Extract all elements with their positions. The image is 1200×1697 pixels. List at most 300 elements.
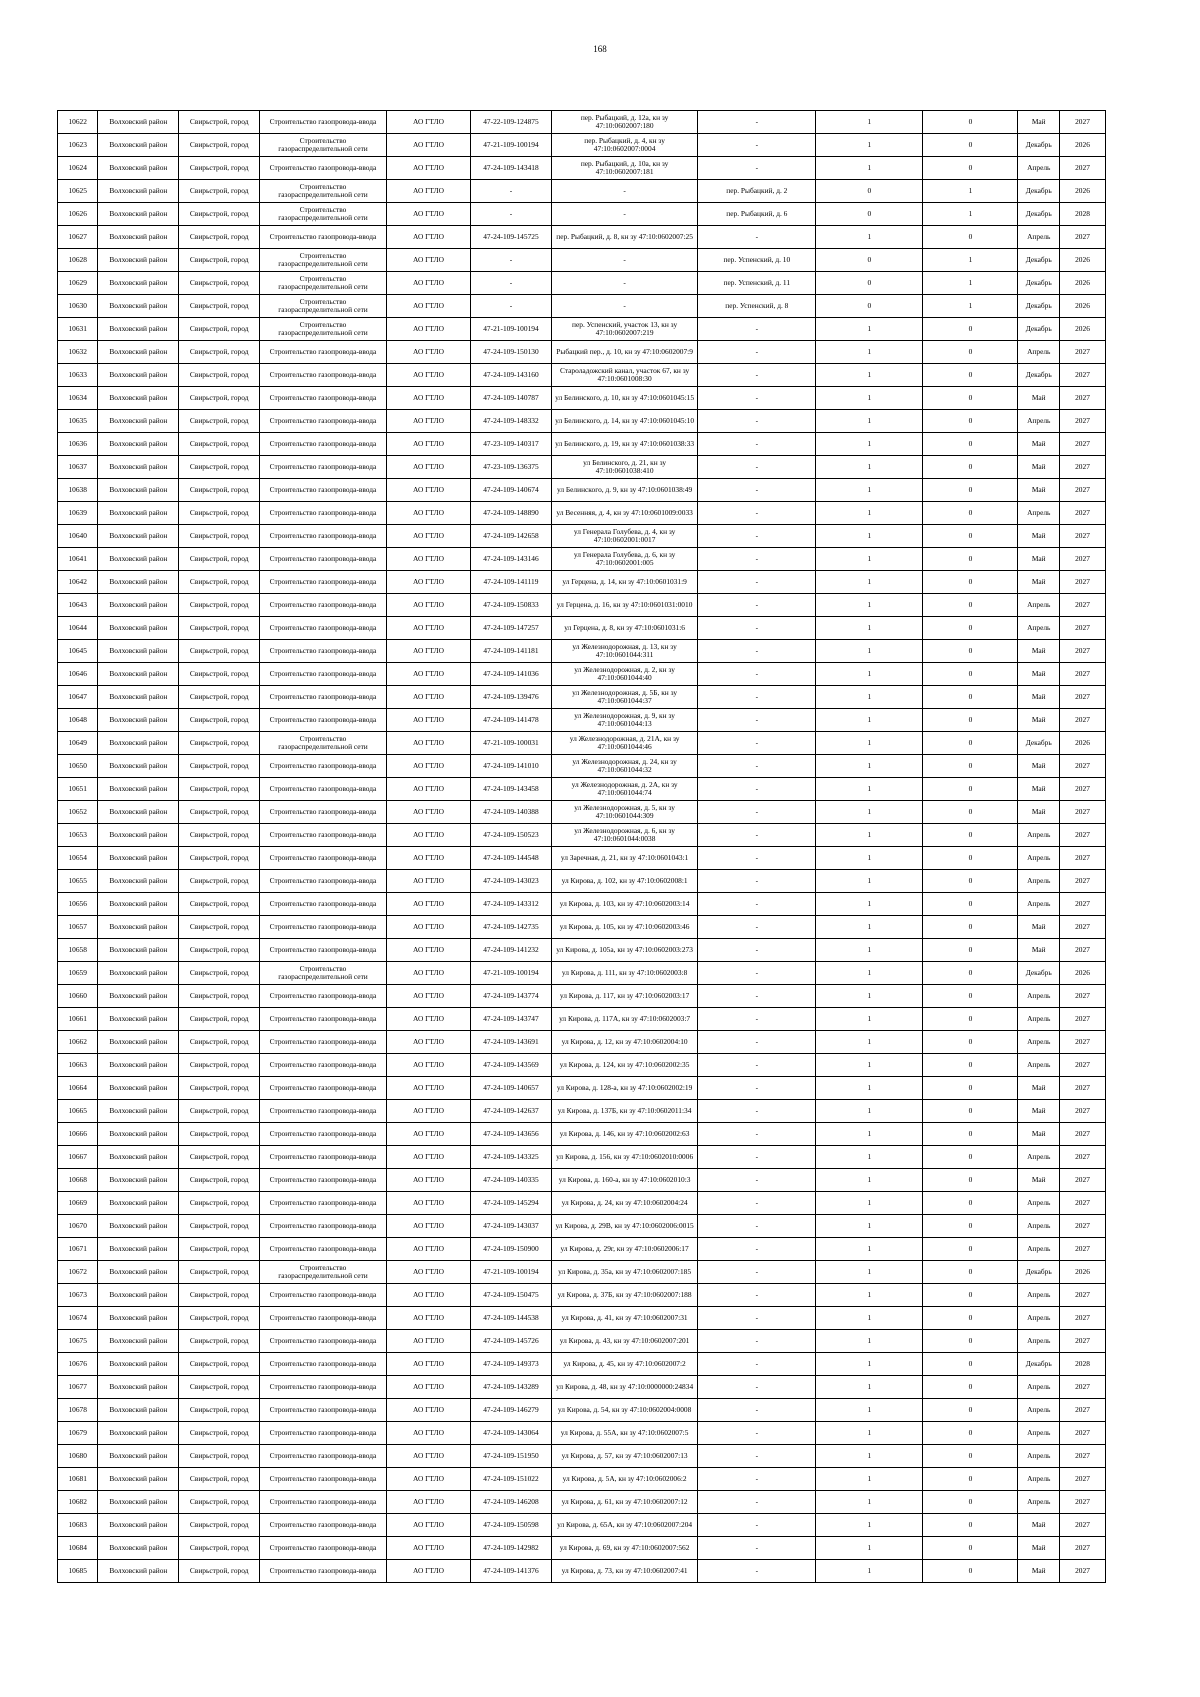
cell-settlement: Свирьстрой, город: [179, 456, 260, 479]
cell-row-number: 10641: [58, 548, 98, 571]
cell-organization: АО ГТЛО: [386, 1560, 470, 1583]
cell-month: Апрель: [1018, 847, 1060, 870]
cell-row-number: 10664: [58, 1077, 98, 1100]
cell-address: -: [698, 1215, 816, 1238]
cell-count-b: 0: [923, 571, 1018, 594]
cell-address-cadastral: ул Кирова, д. 105, кн зу 47:10:0602003:46: [551, 916, 697, 939]
cell-count-a: 1: [816, 1169, 923, 1192]
cell-settlement: Свирьстрой, город: [179, 1169, 260, 1192]
cell-work-type: Строительство газопровода-ввода: [260, 410, 387, 433]
cell-application-number: -: [471, 180, 552, 203]
cell-district: Волховский район: [98, 318, 179, 341]
table-row: [58, 341, 1106, 364]
table-row: [58, 1169, 1106, 1192]
cell-count-b: 0: [923, 594, 1018, 617]
cell-district: Волховский район: [98, 111, 179, 134]
cell-count-b: 1: [923, 180, 1018, 203]
cell-year: 2027: [1060, 1077, 1106, 1100]
cell-month: Декабрь: [1018, 180, 1060, 203]
cell-work-type: Строительство газопровода-ввода: [260, 709, 387, 732]
cell-application-number: 47-24-109-143774: [471, 985, 552, 1008]
cell-row-number: 10622: [58, 111, 98, 134]
cell-count-a: 1: [816, 1146, 923, 1169]
cell-year: 2027: [1060, 663, 1106, 686]
cell-address-cadastral: ул Железнодорожная, д. 13, кн зу 47:10:0601044:311: [551, 640, 697, 663]
cell-settlement: Свирьстрой, город: [179, 732, 260, 755]
cell-organization: АО ГТЛО: [386, 1284, 470, 1307]
cell-row-number: 10644: [58, 617, 98, 640]
cell-row-number: 10665: [58, 1100, 98, 1123]
cell-count-b: 1: [923, 249, 1018, 272]
cell-address-cadastral: ул Герцена, д. 8, кн зу 47:10:0601031:6: [551, 617, 697, 640]
cell-address: -: [698, 847, 816, 870]
table-row: [58, 985, 1106, 1008]
cell-organization: АО ГТЛО: [386, 962, 470, 985]
cell-month: Декабрь: [1018, 134, 1060, 157]
cell-year: 2027: [1060, 939, 1106, 962]
cell-month: Май: [1018, 778, 1060, 801]
cell-organization: АО ГТЛО: [386, 1169, 470, 1192]
table-row: [58, 1123, 1106, 1146]
cell-address-cadastral: ул Кирова, д. 160-а, кн зу 47:10:0602010:3: [551, 1169, 697, 1192]
table-row: [58, 962, 1106, 985]
cell-district: Волховский район: [98, 1376, 179, 1399]
table-row: [58, 594, 1106, 617]
cell-district: Волховский район: [98, 617, 179, 640]
cell-year: 2027: [1060, 1422, 1106, 1445]
cell-year: 2027: [1060, 1169, 1106, 1192]
table-row: [58, 916, 1106, 939]
cell-row-number: 10683: [58, 1514, 98, 1537]
cell-year: 2026: [1060, 180, 1106, 203]
cell-organization: АО ГТЛО: [386, 1215, 470, 1238]
cell-application-number: 47-24-109-145726: [471, 1330, 552, 1353]
cell-year: 2027: [1060, 226, 1106, 249]
cell-work-type: Строительство газопровода-ввода: [260, 985, 387, 1008]
cell-address-cadastral: ул Белинского, д. 9, кн зу 47:10:0601038:49: [551, 479, 697, 502]
cell-count-a: 1: [816, 571, 923, 594]
cell-count-a: 1: [816, 778, 923, 801]
cell-application-number: 47-24-109-141036: [471, 663, 552, 686]
cell-month: Апрель: [1018, 1307, 1060, 1330]
cell-address-cadastral: пер. Рыбацкий, д. 4, кн зу 47:10:0602007:0004: [551, 134, 697, 157]
cell-month: Апрель: [1018, 1468, 1060, 1491]
cell-count-b: 0: [923, 824, 1018, 847]
cell-address-cadastral: ул Кирова, д. 73, кн зу 47:10:0602007:41: [551, 1560, 697, 1583]
cell-count-b: 0: [923, 1261, 1018, 1284]
cell-count-b: 0: [923, 1537, 1018, 1560]
cell-settlement: Свирьстрой, город: [179, 755, 260, 778]
cell-work-type: Строительство газопровода-ввода: [260, 1399, 387, 1422]
cell-count-b: 0: [923, 1560, 1018, 1583]
cell-district: Волховский район: [98, 755, 179, 778]
cell-row-number: 10647: [58, 686, 98, 709]
cell-address: -: [698, 709, 816, 732]
cell-work-type: Строительство газопровода-ввода: [260, 571, 387, 594]
cell-address-cadastral: пер. Рыбацкий, д. 8, кн зу 47:10:0602007:25: [551, 226, 697, 249]
cell-address: -: [698, 1422, 816, 1445]
cell-application-number: 47-24-109-149373: [471, 1353, 552, 1376]
cell-count-a: 1: [816, 594, 923, 617]
cell-month: Апрель: [1018, 1146, 1060, 1169]
cell-district: Волховский район: [98, 1123, 179, 1146]
cell-year: 2027: [1060, 548, 1106, 571]
cell-district: Волховский район: [98, 640, 179, 663]
cell-count-a: 1: [816, 548, 923, 571]
table-row: [58, 226, 1106, 249]
cell-organization: АО ГТЛО: [386, 893, 470, 916]
cell-organization: АО ГТЛО: [386, 203, 470, 226]
cell-count-a: 1: [816, 870, 923, 893]
cell-work-type: Строительство газопровода-ввода: [260, 1100, 387, 1123]
table-row: [58, 1399, 1106, 1422]
cell-count-a: 1: [816, 640, 923, 663]
cell-row-number: 10634: [58, 387, 98, 410]
cell-address-cadastral: ул Белинского, д. 10, кн зу 47:10:0601045:15: [551, 387, 697, 410]
cell-count-a: 1: [816, 1537, 923, 1560]
cell-district: Волховский район: [98, 479, 179, 502]
table-row: [58, 1560, 1106, 1583]
cell-work-type: Строительство газопровода-ввода: [260, 433, 387, 456]
cell-row-number: 10624: [58, 157, 98, 180]
cell-organization: АО ГТЛО: [386, 1307, 470, 1330]
cell-work-type: Строительство газопровода-ввода: [260, 916, 387, 939]
cell-row-number: 10669: [58, 1192, 98, 1215]
cell-year: 2026: [1060, 732, 1106, 755]
cell-year: 2027: [1060, 709, 1106, 732]
cell-application-number: -: [471, 272, 552, 295]
cell-year: 2027: [1060, 824, 1106, 847]
cell-work-type: Строительство газопровода-ввода: [260, 893, 387, 916]
cell-address: -: [698, 1376, 816, 1399]
cell-organization: АО ГТЛО: [386, 1146, 470, 1169]
cell-count-b: 0: [923, 1445, 1018, 1468]
cell-count-b: 0: [923, 1353, 1018, 1376]
cell-row-number: 10652: [58, 801, 98, 824]
cell-organization: АО ГТЛО: [386, 1238, 470, 1261]
cell-month: Апрель: [1018, 1192, 1060, 1215]
cell-application-number: 47-24-109-146208: [471, 1491, 552, 1514]
cell-address: -: [698, 1054, 816, 1077]
cell-work-type: Строительство газопровода-ввода: [260, 1537, 387, 1560]
cell-month: Май: [1018, 456, 1060, 479]
table-row: [58, 1008, 1106, 1031]
cell-row-number: 10636: [58, 433, 98, 456]
cell-row-number: 10649: [58, 732, 98, 755]
cell-application-number: 47-24-109-143458: [471, 778, 552, 801]
table-row: [58, 847, 1106, 870]
cell-year: 2027: [1060, 456, 1106, 479]
cell-row-number: 10633: [58, 364, 98, 387]
cell-month: Май: [1018, 1514, 1060, 1537]
cell-district: Волховский район: [98, 341, 179, 364]
cell-organization: АО ГТЛО: [386, 1054, 470, 1077]
cell-application-number: 47-24-109-144548: [471, 847, 552, 870]
cell-settlement: Свирьстрой, город: [179, 525, 260, 548]
cell-application-number: 47-24-109-143656: [471, 1123, 552, 1146]
cell-organization: АО ГТЛО: [386, 295, 470, 318]
cell-count-a: 1: [816, 663, 923, 686]
cell-count-b: 0: [923, 962, 1018, 985]
cell-count-a: 1: [816, 1238, 923, 1261]
cell-address: -: [698, 640, 816, 663]
cell-address: -: [698, 479, 816, 502]
cell-application-number: 47-21-109-100194: [471, 962, 552, 985]
cell-address: -: [698, 571, 816, 594]
cell-address-cadastral: ул Железнодорожная, д. 9, кн зу 47:10:0601044:13: [551, 709, 697, 732]
cell-address-cadastral: ул Кирова, д. 124, кн зу 47:10:0602002:35: [551, 1054, 697, 1077]
cell-count-b: 0: [923, 226, 1018, 249]
cell-month: Май: [1018, 709, 1060, 732]
cell-month: Май: [1018, 755, 1060, 778]
cell-organization: АО ГТЛО: [386, 1353, 470, 1376]
cell-district: Волховский район: [98, 410, 179, 433]
cell-year: 2027: [1060, 1100, 1106, 1123]
cell-year: 2027: [1060, 686, 1106, 709]
cell-month: Декабрь: [1018, 203, 1060, 226]
cell-address-cadastral: ул Кирова, д. 128-а, кн зу 47:10:0602002:19: [551, 1077, 697, 1100]
cell-application-number: 47-24-109-142735: [471, 916, 552, 939]
cell-district: Волховский район: [98, 916, 179, 939]
cell-organization: АО ГТЛО: [386, 1514, 470, 1537]
cell-settlement: Свирьстрой, город: [179, 249, 260, 272]
cell-settlement: Свирьстрой, город: [179, 1054, 260, 1077]
cell-organization: АО ГТЛО: [386, 617, 470, 640]
cell-work-type: Строительство газопровода-ввода: [260, 1146, 387, 1169]
table-row: [58, 410, 1106, 433]
cell-year: 2027: [1060, 778, 1106, 801]
cell-settlement: Свирьстрой, город: [179, 663, 260, 686]
cell-work-type: Строительство газопровода-ввода: [260, 1169, 387, 1192]
cell-address: -: [698, 1560, 816, 1583]
cell-district: Волховский район: [98, 1307, 179, 1330]
cell-settlement: Свирьстрой, город: [179, 962, 260, 985]
cell-application-number: 47-24-109-150833: [471, 594, 552, 617]
cell-count-b: 0: [923, 525, 1018, 548]
cell-application-number: 47-24-109-151950: [471, 1445, 552, 1468]
cell-month: Апрель: [1018, 1238, 1060, 1261]
cell-application-number: 47-24-109-143037: [471, 1215, 552, 1238]
cell-address-cadastral: ул Железнодорожная, д. 24, кн зу 47:10:0601044:32: [551, 755, 697, 778]
cell-work-type: Строительство газопровода-ввода: [260, 778, 387, 801]
cell-settlement: Свирьстрой, город: [179, 1100, 260, 1123]
cell-row-number: 10627: [58, 226, 98, 249]
cell-organization: АО ГТЛО: [386, 916, 470, 939]
cell-application-number: 47-24-109-143289: [471, 1376, 552, 1399]
cell-year: 2027: [1060, 364, 1106, 387]
cell-count-a: 1: [816, 962, 923, 985]
cell-row-number: 10679: [58, 1422, 98, 1445]
cell-year: 2027: [1060, 1008, 1106, 1031]
cell-work-type: Строительство газопровода-ввода: [260, 1031, 387, 1054]
cell-district: Волховский район: [98, 571, 179, 594]
cell-count-b: 0: [923, 1146, 1018, 1169]
cell-work-type: Строительство газопровода-ввода: [260, 111, 387, 134]
table-row: [58, 1146, 1106, 1169]
cell-organization: АО ГТЛО: [386, 801, 470, 824]
cell-count-b: 0: [923, 939, 1018, 962]
cell-address: -: [698, 686, 816, 709]
cell-row-number: 10637: [58, 456, 98, 479]
cell-month: Май: [1018, 1123, 1060, 1146]
table-row: [58, 870, 1106, 893]
cell-year: 2027: [1060, 479, 1106, 502]
cell-address-cadastral: ул Герцена, д. 16, кн зу 47:10:0601031:0010: [551, 594, 697, 617]
cell-month: Май: [1018, 433, 1060, 456]
cell-count-b: 0: [923, 1422, 1018, 1445]
cell-year: 2027: [1060, 755, 1106, 778]
cell-district: Волховский район: [98, 1031, 179, 1054]
cell-application-number: 47-24-109-143325: [471, 1146, 552, 1169]
cell-work-type: Строительство газопровода-ввода: [260, 1284, 387, 1307]
cell-address-cadastral: пер. Успенский, участок 13, кн зу 47:10:0602007:219: [551, 318, 697, 341]
cell-work-type: Строительство газопровода-ввода: [260, 1192, 387, 1215]
cell-month: Апрель: [1018, 617, 1060, 640]
cell-organization: АО ГТЛО: [386, 985, 470, 1008]
cell-count-a: 1: [816, 1445, 923, 1468]
cell-count-a: 1: [816, 318, 923, 341]
cell-address: -: [698, 1491, 816, 1514]
cell-settlement: Свирьстрой, город: [179, 1445, 260, 1468]
cell-year: 2027: [1060, 1330, 1106, 1353]
cell-count-a: 1: [816, 1008, 923, 1031]
cell-address-cadastral: ул Кирова, д. 12, кн зу 47:10:0602004:10: [551, 1031, 697, 1054]
cell-address-cadastral: ул Кирова, д. 111, кн зу 47:10:0602003:8: [551, 962, 697, 985]
cell-application-number: 47-24-109-142658: [471, 525, 552, 548]
cell-district: Волховский район: [98, 1330, 179, 1353]
cell-address-cadastral: ул Железнодорожная, д. 6, кн зу 47:10:0601044:0038: [551, 824, 697, 847]
cell-count-b: 0: [923, 410, 1018, 433]
cell-count-a: 1: [816, 502, 923, 525]
cell-year: 2027: [1060, 502, 1106, 525]
cell-settlement: Свирьстрой, город: [179, 617, 260, 640]
cell-application-number: 47-24-109-143747: [471, 1008, 552, 1031]
cell-work-type: Строительство газопровода-ввода: [260, 502, 387, 525]
cell-work-type: Строительство газопровода-ввода: [260, 1008, 387, 1031]
cell-address-cadastral: ул Железнодорожная, д. 2А, кн зу 47:10:0601044:74: [551, 778, 697, 801]
cell-application-number: 47-24-109-150523: [471, 824, 552, 847]
cell-address: -: [698, 1445, 816, 1468]
cell-district: Волховский район: [98, 847, 179, 870]
cell-work-type: Строительство газопровода-ввода: [260, 1468, 387, 1491]
cell-work-type: Строительство газопровода-ввода: [260, 1330, 387, 1353]
table-row: [58, 1445, 1106, 1468]
cell-address: -: [698, 617, 816, 640]
cell-count-b: 0: [923, 801, 1018, 824]
cell-address: -: [698, 824, 816, 847]
cell-application-number: 47-24-109-143023: [471, 870, 552, 893]
cell-organization: АО ГТЛО: [386, 1491, 470, 1514]
cell-settlement: Свирьстрой, город: [179, 226, 260, 249]
cell-count-b: 0: [923, 686, 1018, 709]
table-row: [58, 1215, 1106, 1238]
cell-row-number: 10656: [58, 893, 98, 916]
cell-row-number: 10635: [58, 410, 98, 433]
cell-application-number: 47-23-109-136375: [471, 456, 552, 479]
cell-address: пер. Успенский, д. 8: [698, 295, 816, 318]
cell-count-b: 0: [923, 893, 1018, 916]
cell-row-number: 10632: [58, 341, 98, 364]
cell-work-type: Строительство газораспределительной сети: [260, 732, 387, 755]
cell-district: Волховский район: [98, 1560, 179, 1583]
cell-count-b: 0: [923, 1238, 1018, 1261]
cell-settlement: Свирьстрой, город: [179, 1008, 260, 1031]
cell-organization: АО ГТЛО: [386, 1399, 470, 1422]
cell-month: Май: [1018, 479, 1060, 502]
cell-district: Волховский район: [98, 1215, 179, 1238]
cell-organization: АО ГТЛО: [386, 640, 470, 663]
cell-address-cadastral: ул Кирова, д. 117А, кн зу 47:10:0602003:7: [551, 1008, 697, 1031]
cell-address-cadastral: ул Железнодорожная, д. 5Б, кн зу 47:10:0601044:37: [551, 686, 697, 709]
cell-address: -: [698, 456, 816, 479]
table-row: [58, 479, 1106, 502]
cell-row-number: 10639: [58, 502, 98, 525]
table-row: [58, 318, 1106, 341]
cell-district: Волховский район: [98, 1169, 179, 1192]
cell-count-a: 1: [816, 433, 923, 456]
cell-settlement: Свирьстрой, город: [179, 1353, 260, 1376]
cell-organization: АО ГТЛО: [386, 847, 470, 870]
cell-organization: АО ГТЛО: [386, 1077, 470, 1100]
cell-settlement: Свирьстрой, город: [179, 1491, 260, 1514]
table-row: [58, 1100, 1106, 1123]
cell-work-type: Строительство газораспределительной сети: [260, 1261, 387, 1284]
cell-year: 2027: [1060, 571, 1106, 594]
cell-application-number: -: [471, 249, 552, 272]
cell-address: -: [698, 1192, 816, 1215]
cell-settlement: Свирьстрой, город: [179, 318, 260, 341]
cell-address: -: [698, 134, 816, 157]
cell-work-type: Строительство газопровода-ввода: [260, 1307, 387, 1330]
cell-row-number: 10655: [58, 870, 98, 893]
cell-organization: АО ГТЛО: [386, 249, 470, 272]
cell-count-b: 1: [923, 203, 1018, 226]
cell-address: -: [698, 433, 816, 456]
cell-organization: АО ГТЛО: [386, 571, 470, 594]
cell-organization: АО ГТЛО: [386, 870, 470, 893]
cell-application-number: 47-24-109-143146: [471, 548, 552, 571]
cell-year: 2026: [1060, 272, 1106, 295]
cell-count-a: 1: [816, 1215, 923, 1238]
cell-application-number: 47-24-109-148890: [471, 502, 552, 525]
cell-work-type: Строительство газопровода-ввода: [260, 1238, 387, 1261]
table-row: [58, 111, 1106, 134]
cell-application-number: 47-24-109-150598: [471, 1514, 552, 1537]
cell-count-b: 0: [923, 341, 1018, 364]
table-row: [58, 134, 1106, 157]
cell-application-number: 47-24-109-151022: [471, 1468, 552, 1491]
cell-year: 2027: [1060, 847, 1106, 870]
cell-year: 2027: [1060, 1445, 1106, 1468]
cell-month: Май: [1018, 1537, 1060, 1560]
cell-organization: АО ГТЛО: [386, 1376, 470, 1399]
cell-district: Волховский район: [98, 1514, 179, 1537]
cell-district: Волховский район: [98, 1261, 179, 1284]
cell-organization: АО ГТЛО: [386, 594, 470, 617]
cell-count-a: 1: [816, 1100, 923, 1123]
cell-month: Апрель: [1018, 1330, 1060, 1353]
cell-district: Волховский район: [98, 433, 179, 456]
cell-organization: АО ГТЛО: [386, 157, 470, 180]
cell-count-b: 0: [923, 364, 1018, 387]
cell-application-number: -: [471, 295, 552, 318]
cell-settlement: Свирьстрой, город: [179, 134, 260, 157]
cell-row-number: 10651: [58, 778, 98, 801]
table-row: [58, 640, 1106, 663]
cell-count-b: 0: [923, 617, 1018, 640]
cell-work-type: Строительство газопровода-ввода: [260, 640, 387, 663]
cell-settlement: Свирьстрой, город: [179, 1192, 260, 1215]
